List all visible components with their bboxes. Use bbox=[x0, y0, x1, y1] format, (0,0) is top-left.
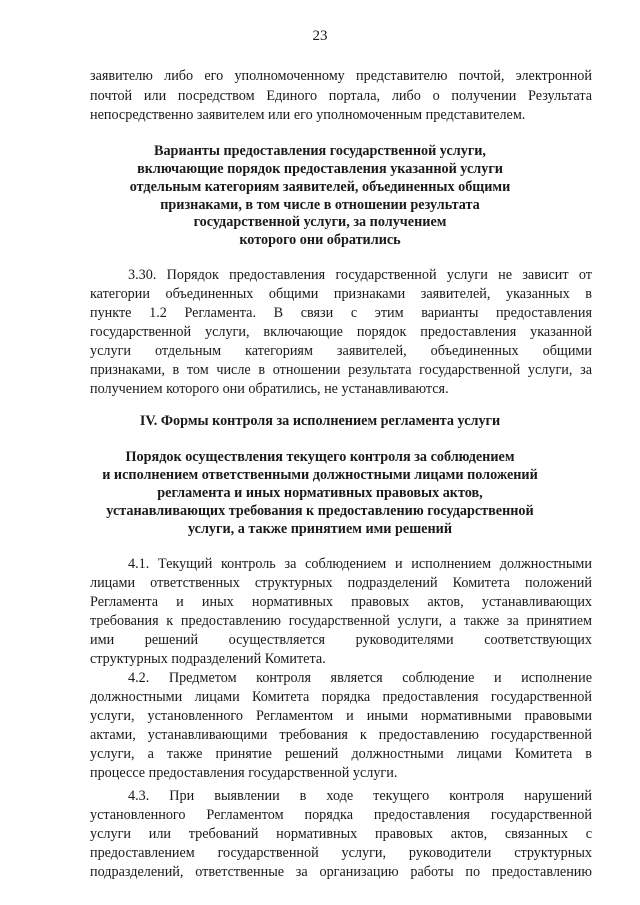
section-heading-line: признаками, в том числе в отношении результата bbox=[160, 197, 480, 213]
section-heading-line: и исполнением ответственными должностными лицами положений bbox=[102, 467, 538, 483]
paragraph-line: категории объединенных общими признаками заявителей, указанных в bbox=[90, 286, 592, 302]
paragraph-line: заявителю либо его уполномоченному представителю почтой, электронной bbox=[90, 68, 592, 84]
paragraph-line: предоставлением государственной услуги, руководители структурных bbox=[90, 845, 592, 861]
paragraph-line: почтой или посредством Единого портала, либо о получении Результата bbox=[90, 88, 592, 104]
section-heading-line: регламента и иных нормативных правовых актов, bbox=[157, 485, 483, 501]
section-iv-title: IV. Формы контроля за исполнением регламента услуги bbox=[139, 413, 501, 429]
paragraph-line: услуги, а также принятие решений должностными лицами Комитета в bbox=[90, 746, 592, 762]
page-number: 23 bbox=[312, 28, 328, 44]
section-heading-line: Варианты предоставления государственной услуги, bbox=[154, 143, 486, 159]
section-heading-line: услуги, а также принятием ими решений bbox=[188, 521, 452, 537]
paragraph-line: государственной услуги, включающие порядок предоставления указанной bbox=[90, 324, 592, 340]
section-heading-line: Порядок осуществления текущего контроля за соблюдением bbox=[125, 449, 515, 465]
paragraph-line: Регламента и иных нормативных правовых актов, устанавливающих bbox=[90, 594, 592, 610]
paragraph-line: услуги, установленного Регламентом и иными нормативными правовыми bbox=[90, 708, 592, 724]
section-heading-line: включающие порядок предоставления указанной услуги bbox=[137, 161, 503, 177]
paragraph-line: получением которого они обратились, не устанавливаются. bbox=[90, 381, 449, 397]
paragraph-line: 4.1. Текущий контроль за соблюдением и исполнением должностными bbox=[128, 556, 592, 572]
paragraph-line: признаками, в том числе в отношении результата государственной услуги, за bbox=[90, 362, 592, 378]
paragraph-line: структурных подразделений Комитета. bbox=[90, 651, 326, 667]
paragraph-line: пункте 1.2 Регламента. В связи с этим варианты предоставления bbox=[90, 305, 592, 321]
section-heading-line: отдельным категориям заявителей, объединенных общими bbox=[129, 179, 511, 195]
section-heading-line: устанавливающих требования к предоставлению государственной bbox=[106, 503, 534, 519]
paragraph-line: ими решений осуществляется руководителями соответствующих bbox=[90, 632, 592, 648]
section-heading-line: государственной услуги, за получением bbox=[193, 214, 447, 230]
paragraph-line: услуги или требований нормативных правовых актов, связанных с bbox=[90, 826, 592, 842]
paragraph-line: лицами ответственных структурных подразделений Комитета положений bbox=[90, 575, 592, 591]
section-heading-line: которого они обратились bbox=[239, 232, 401, 248]
paragraph-line: 4.3. При выявлении в ходе текущего контроля нарушений bbox=[128, 788, 592, 804]
paragraph-line: 3.30. Порядок предоставления государственной услуги не зависит от bbox=[128, 267, 592, 283]
paragraph-line: подразделений, ответственные за организацию работы по предоставлению bbox=[90, 864, 592, 880]
paragraph-line: 4.2. Предметом контроля является соблюдение и исполнение bbox=[128, 670, 592, 686]
paragraph-line: установленного Регламентом порядка предоставления государственной bbox=[90, 807, 592, 823]
paragraph-line: процессе предоставления государственной услуги. bbox=[90, 765, 398, 781]
paragraph-line: должностными лицами Комитета порядка предоставления государственной bbox=[90, 689, 592, 705]
paragraph-line: непосредственно заявителем или его уполномоченным представителем. bbox=[90, 107, 526, 123]
paragraph-line: требования к предоставлению государственной услуги, а также за принятием bbox=[90, 613, 592, 629]
paragraph-line: актами, устанавливающими требования к предоставлению государственной bbox=[90, 727, 592, 743]
paragraph-line: услуги отдельным категориям заявителей, объединенных общими bbox=[90, 343, 592, 359]
